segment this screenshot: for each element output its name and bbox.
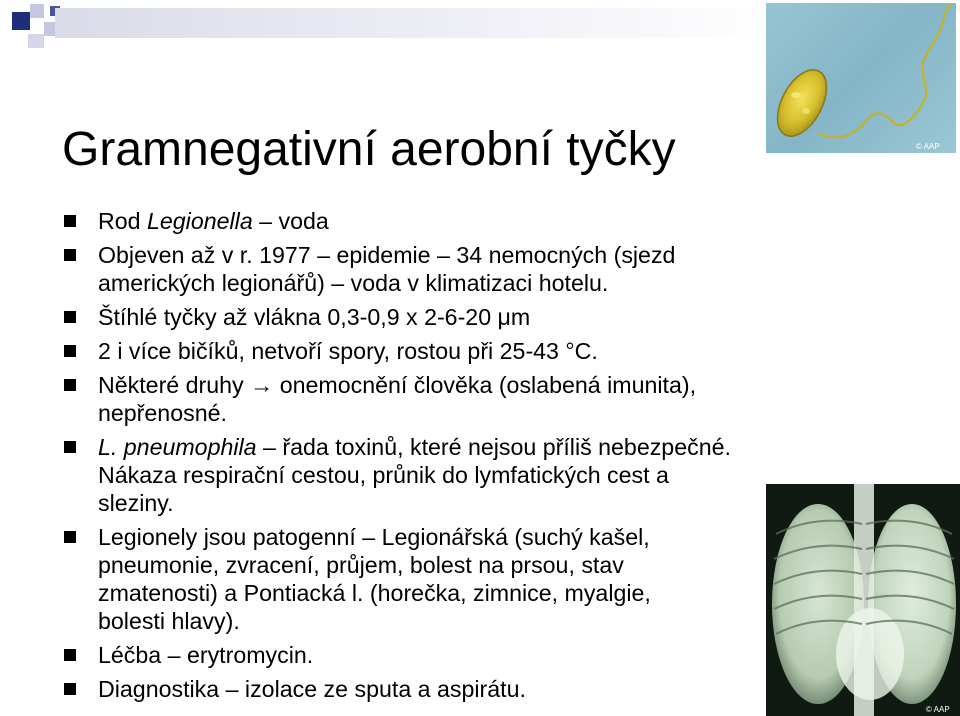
decor-square-dark [12, 12, 30, 30]
bullet-item [64, 241, 864, 297]
slide-title: Gramnegativní aerobní tyčky [62, 123, 676, 177]
bullet-list [64, 207, 864, 709]
bullet-item [64, 371, 864, 427]
bullet-text: L. pneumophila [98, 434, 257, 460]
bullet-marker [64, 531, 76, 543]
bullet-line [98, 207, 864, 235]
bullet-item [64, 675, 864, 703]
bullet-text: nepřenosné. [98, 400, 227, 426]
bullet-item [64, 523, 864, 635]
bullet-text: – voda [252, 208, 329, 234]
bullet-line [98, 269, 864, 297]
bullet-item [64, 207, 864, 235]
bullet-text: Objeven až v r. 1977 – epidemie – 34 nemocných (sjezd [98, 242, 676, 268]
bullet-line [98, 461, 864, 489]
xray-illustration [766, 484, 960, 716]
bullet-text: bolesti hlavy). [98, 608, 240, 634]
bullet-line [98, 551, 864, 579]
bullet-line [98, 523, 864, 551]
bullet-line [98, 371, 864, 399]
bullet-marker [64, 379, 76, 391]
bullet-text: Diagnostika – izolace ze sputa a aspirátu. [98, 676, 526, 702]
bullet-text: Legionella [146, 208, 253, 234]
bullet-marker [64, 683, 76, 695]
bullet-marker [64, 345, 76, 357]
bullet-line [98, 337, 864, 365]
bullet-text: Některé druhy → onemocnění člověka (oslabená imunita), [98, 372, 697, 398]
chest-xray-image [766, 484, 960, 716]
bullet-line [98, 241, 864, 269]
xray-credit: © AAP [926, 705, 950, 714]
bullet-marker [64, 215, 76, 227]
bullet-text: – řada toxinů, které nejsou příliš nebezpečné. [256, 434, 731, 460]
bullet-line [98, 579, 864, 607]
bullet-text: Nákaza respirační cestou, průnik do lymfatických cest a [98, 462, 669, 488]
bullet-text: sleziny. [98, 490, 174, 516]
bullet-line [98, 489, 864, 517]
bullet-line [98, 641, 864, 669]
decor-band [55, 8, 775, 38]
bullet-item [64, 641, 864, 669]
bullet-text: Štíhlé tyčky až vlákna 0,3-0,9 x 2-6-20 μm [98, 304, 531, 330]
decor-square-light [28, 34, 44, 48]
bullet-marker [64, 311, 76, 323]
bullet-text: zmatenosti) a Pontiacká l. (horečka, zimnice, myalgie, [98, 580, 651, 606]
decor-square-light [30, 4, 44, 18]
bullet-line [98, 433, 864, 461]
bullet-item [64, 303, 864, 331]
bullet-text: Rod [98, 208, 147, 234]
bullet-line [98, 675, 864, 703]
bullet-item [64, 337, 864, 365]
bacterium-image [766, 3, 956, 153]
bullet-text: Legionely jsou patogenní – Legionářská (suchý kašel, [98, 524, 650, 550]
bullet-marker [64, 441, 76, 453]
bullet-line [98, 399, 864, 427]
bullet-line [98, 303, 864, 331]
bullet-marker [64, 249, 76, 261]
bullet-line [98, 607, 864, 635]
bullet-marker [64, 649, 76, 661]
bullet-text: amerických legionářů) – voda v klimatizaci hotelu. [98, 270, 609, 296]
bullet-text: pneumonie, zvracení, průjem, bolest na prsou, stav [98, 552, 624, 578]
bullet-text: Léčba – erytromycin. [98, 642, 314, 668]
bacterium-illustration [766, 3, 956, 153]
bullet-text: 2 i více bičíků, netvoří spory, rostou při 25-43 °C. [98, 338, 598, 364]
bullet-item [64, 433, 864, 517]
bacterium-credit: © AAP [916, 142, 940, 151]
